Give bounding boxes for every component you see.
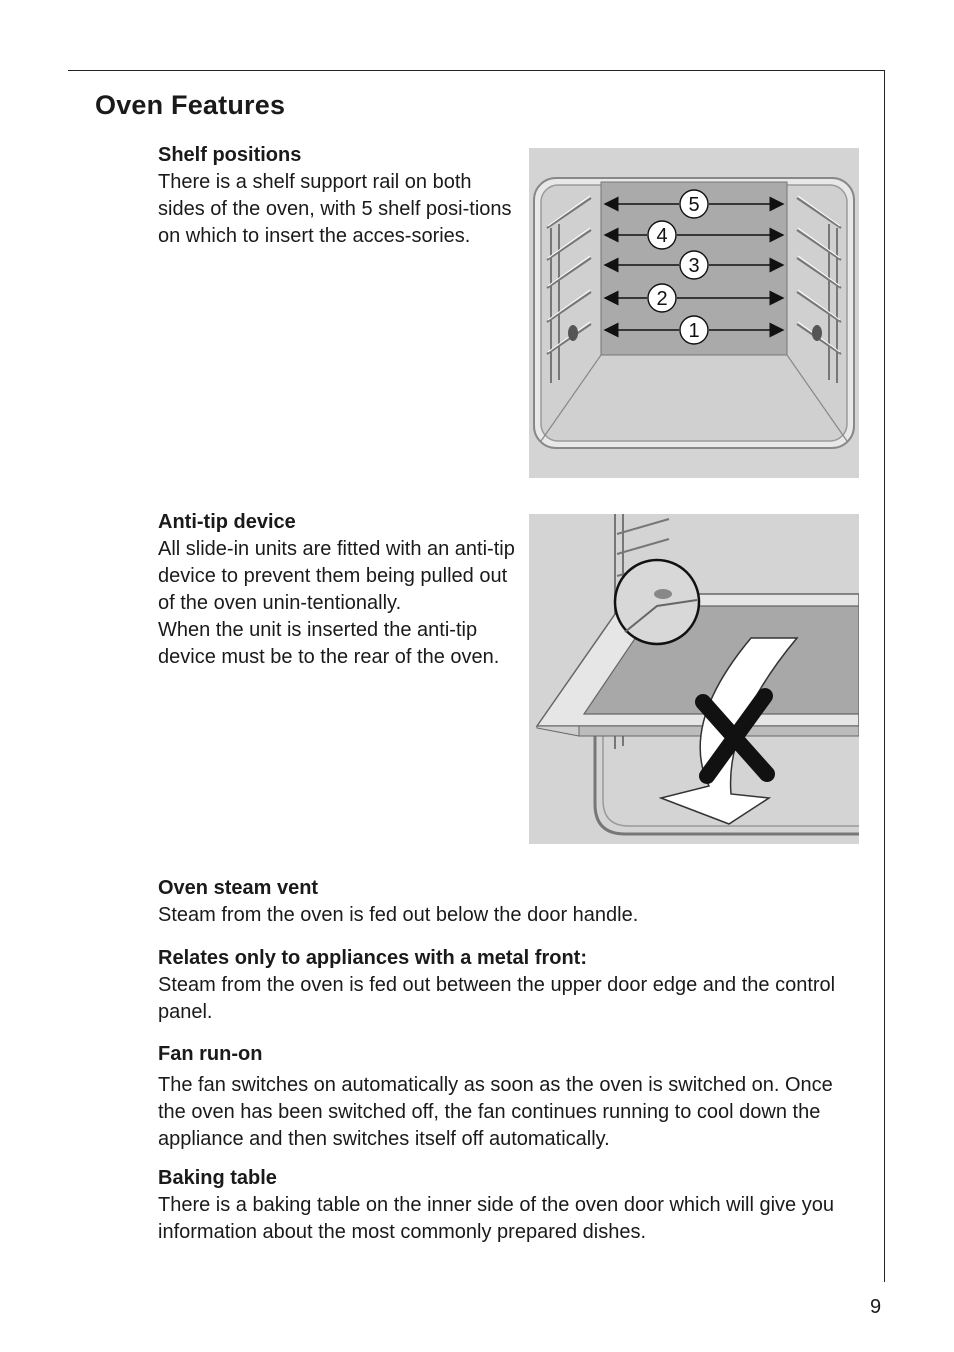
baking-table-body: There is a baking table on the inner side of the oven door which will give you information about the most commonly prepared dishes. [158,1194,834,1243]
fan-run-on-heading: Fan run-on [158,1043,263,1065]
shelf-positions-body: There is a shelf support rail on both sides of the oven, with 5 shelf posi-tions on which to insert the acces-sories. [158,171,512,247]
steam-vent-body: Steam from the oven is fed out below the door handle. [158,904,639,926]
anti-tip-section [158,509,518,671]
metal-front-body: Steam from the oven is fed out between the upper door edge and the control panel. [158,974,836,1023]
shelf-label-3: 3 [688,255,700,277]
top-rule [68,70,885,71]
shelf-label-2: 2 [656,288,668,310]
shelf-label-4: 4 [656,225,668,247]
baking-table-section [158,1165,858,1246]
anti-tip-illustration [529,514,859,844]
metal-front-heading: Relates only to appliances with a metal front: [158,947,587,969]
baking-table-heading: Baking table [158,1167,277,1189]
page-number: 9 [870,1296,882,1318]
shelf-label-5: 5 [688,194,700,216]
shelf-positions-section [158,142,518,250]
anti-tip-heading: Anti-tip device [158,511,296,533]
steam-vent-heading: Oven steam vent [158,877,319,899]
fan-run-on-section [158,1041,858,1153]
anti-tip-body-2: When the unit is inserted the anti-tip device must be to the rear of the oven. [158,619,500,668]
page-title: Oven Features [95,90,286,120]
anti-tip-body-1: All slide-in units are fitted with an anti-tip device to prevent them being pulled out of the oven unin-tentionally. [158,538,515,614]
shelf-label-1: 1 [688,320,700,342]
metal-front-section [158,945,858,1026]
fan-run-on-body: The fan switches on automatically as soon as the oven is switched on. Once the oven has been switched off, the fan continues running to cool down the appliance and then switches itself off automatically. [158,1074,833,1150]
shelf-positions-illustration [529,148,859,478]
right-rule [884,70,885,1282]
shelf-positions-heading: Shelf positions [158,144,302,166]
steam-vent-section [158,875,858,929]
